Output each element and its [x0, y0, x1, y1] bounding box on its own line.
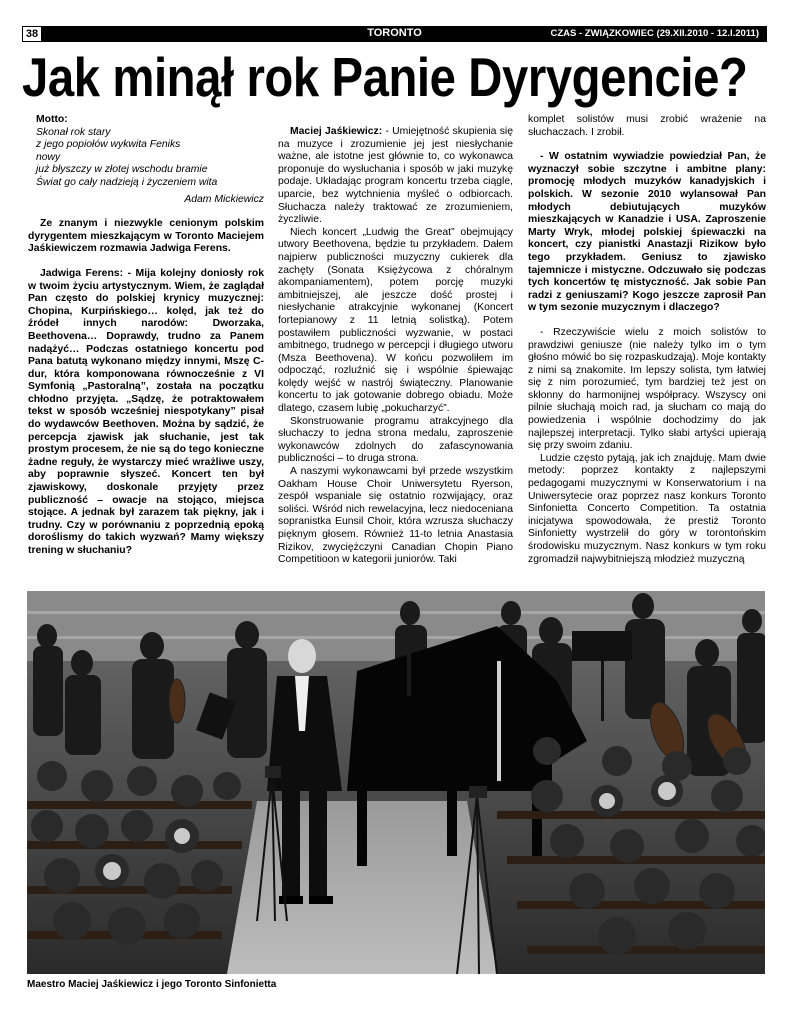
- speaker-name: Maciej Jaśkiewicz:: [290, 126, 383, 137]
- motto-verse: [36, 127, 264, 190]
- motto-line: Skonał rok stary: [36, 126, 111, 138]
- issue-info: CZAS - ZWIĄZKOWIEC (29.XII.2010 - 12.I.2011): [550, 28, 759, 39]
- concert-photo: [27, 591, 765, 974]
- motto-label: Motto:: [36, 114, 68, 125]
- motto-line: już błyszczy w złotej wschodu bramie: [36, 164, 208, 176]
- answer-1-paragraph: A naszymi wykonawcami był przede wszystkim Oakham House Choir Uniwersytetu Ryerson, zespół wspaniale się ostatnio rozwijający, oraz soliści. Wśród nich rewelacyjna, lecz niedoceniana sopranistka Eunsil Choir, która wzrusza słuchaczy pięknym głosem. Również 11-to letnia Anastasia Rizikov, zwyciężczyni Canadian Chopin Piano Competitioon w kategorii juniorów. Taki: [278, 466, 513, 566]
- concert-photo-illustration: [27, 591, 765, 974]
- photo-caption: Maestro Maciej Jaśkiewicz i jego Toronto Sinfonietta: [27, 979, 277, 990]
- section-name: TORONTO: [367, 27, 422, 39]
- question-2: - W ostatnim wywiadzie powiedział Pan, że wyznaczył sobie szczytne i ambitne plany: promocję młodych muzyków kanadyjskich i polskich. W sezonie 2010 wylansował Pan młodych debiutujących muzyków mieszkających w Kanadzie i USA. Zaproszenie Marty Wryk, młodej polskiej śpiewaczki na koncert, czy pianistki Anastazji Rizikow było tego przykładem. Geniusz to zjawisko tajemnicze i mistyczne. Odczuwało się podczas tych koncertów tę mistyczność. Jak sobie Pan radzi z geniuszami? Kogo jeszcze zaprosił Pan w tym sezonie muzycznym i dlaczego?: [528, 151, 766, 314]
- headline: Jak minął rok Panie Dyrygencie?: [22, 46, 748, 108]
- motto-author: Adam Mickiewicz: [184, 193, 264, 205]
- motto-line: z jego popiołów wykwita Feniks: [36, 139, 181, 151]
- answer-1-paragraph: Maciej Jaśkiewicz: - Umiejętność skupienia się na muzyce i zrozumienie jej jest niesłychanie ważne, ale istotne jest głównie to, co wykonawca proponuje do wysłuchania i sposób w jaki muzykę podaje. Układając program koncertu trzeba ciągle, uparcie, bez wytchnienia myśleć o odbiorcach. Słuchacza należy traktować ze zrozumieniem, życzliwie.: [278, 126, 513, 226]
- page-header: [22, 26, 767, 42]
- answer-1-paragraph: komplet solistów musi zrobić wrażenie na słuchaczach. I zrobił.: [528, 114, 766, 138]
- answer-1-paragraph: Skonstruowanie programu atrakcyjnego dla słuchaczy to jedna strona medalu, zaproszenie wykonawców zdolnych do zafascynowania publiczności – to druga strona.: [278, 415, 513, 465]
- article-intro: Ze znanym i niezwykle cenionym polskim dyrygentem mieszkającym w Toronto Maciejem Jaśkiewiczem rozmawia Jadwiga Ferens.: [28, 218, 264, 255]
- page-number: 38: [22, 26, 42, 42]
- answer-2-paragraph: - Rzeczywiście wielu z moich solistów to prawdziwi geniusze (nie należy tylko im o tym głośno mówić bo się rozpaskudzają). Moje kontakty z nimi są znakomite. Im lepszy solista, tym łatwiej się z nim porozumieć, tym bardziej też jest on skłonny do harmonijnej współpracy. Wszyscy oni pilnie słuchają moich rad, ja słucham co mają do powiedzenia i wspólnie dochodzimy do jak najlepszej interpretacji. Tylko słabi artyści upierają się przy swoim zdaniu.: [528, 326, 766, 452]
- column-3: [528, 114, 766, 566]
- column-1: [28, 114, 264, 558]
- column-2: [278, 114, 513, 567]
- answer-2-paragraph: Ludzie często pytają, jak ich znajduję. Mam dwie metody: poprzez kontakty z najlepszymi pedagogami muzycznymi w Konserwatorium i na Uniwersytecie oraz poprzez nasz konkurs Toronto Sinfonietta Concerto Competition. Ta ostatnia inicjatywa spowodowała, że prestiż Toronto Sinfonietty wystrzelił do góry w torontońskim środowisku muzycznym. Nasz konkurs w tym roku zgromadził najwybitniejszą młodzież muzyczną: [528, 452, 766, 565]
- question-1: Jadwiga Ferens: - Mija kolejny doniosły rok w twoim życiu artystycznym. Wiem, że zaglądał Pan często do polskiej krynicy muzycznej: Chopina, Kurpińskiego… kolęd, jak też do źródeł innych narodów: Dworzaka, Beethovena… Doprawdy, trudno za Panem nadążyć… Podczas ostatniego koncertu pod Pana batutą wykonano między innymi, Mszę C-dur, która komponowana równocześnie z VI Symfonią „Pastoralną”, została na początku chłodno przyjęta. „Sądzę, że potraktowałem tekst w sposób wcześniej niespotykany” pisał do wydawców Beethoven. Można by sądzić, że percepcja zjawisk jak słuchanie, jest tak prostym procesem, że nie są do tego konieczne żadne reguły, że wystarczy mieć wrażliwe uszy, aby poprawnie słyszeć. Koncert ten był zjawiskowy, doskonale przyjęty przez publiczność – owacje na stojąco, miejsca stojące. A jednak był zarazem tak piękny, jak i trudny. Czy w porównaniu z poprzednią epoką doroślismy do takich wyzwań? Mamy większy trening w słuchaniu?: [28, 267, 264, 556]
- motto-line: nowy: [36, 151, 61, 163]
- motto-line: Świat go cały nadzieją i życzeniem wita: [36, 176, 218, 188]
- answer-1-paragraph: Niech koncert „Ludwig the Great” obejmujący utwory Beethovena, będzie tu przykładem. Dałem najpierw publiczności muzyczny cukierek dla zachęty (Sonata Księżycowa z chóralnym akompaniamentem), potem porcję muzyki ambitniejszej, ale jeszcze dość prostej i niesłychanie atrakcyjnie wykonanej (Koncert fortepianowy z 11 letnią solistką). Potem postawiłem publiczności wyzwanie, w postaci ambitnego, trudnego w percepcji i długiego utworu (Msza Beethovena). W końcu pozwoliłem im odpocząć, rozluźnić się i wspólnie śpiewając kolędy wejść w nastrój świąteczny. Planowanie koncertu to jak gotowanie dobrego obiadu. Może dlatego, czasem lubię „pokucharzyć”.: [278, 226, 513, 415]
